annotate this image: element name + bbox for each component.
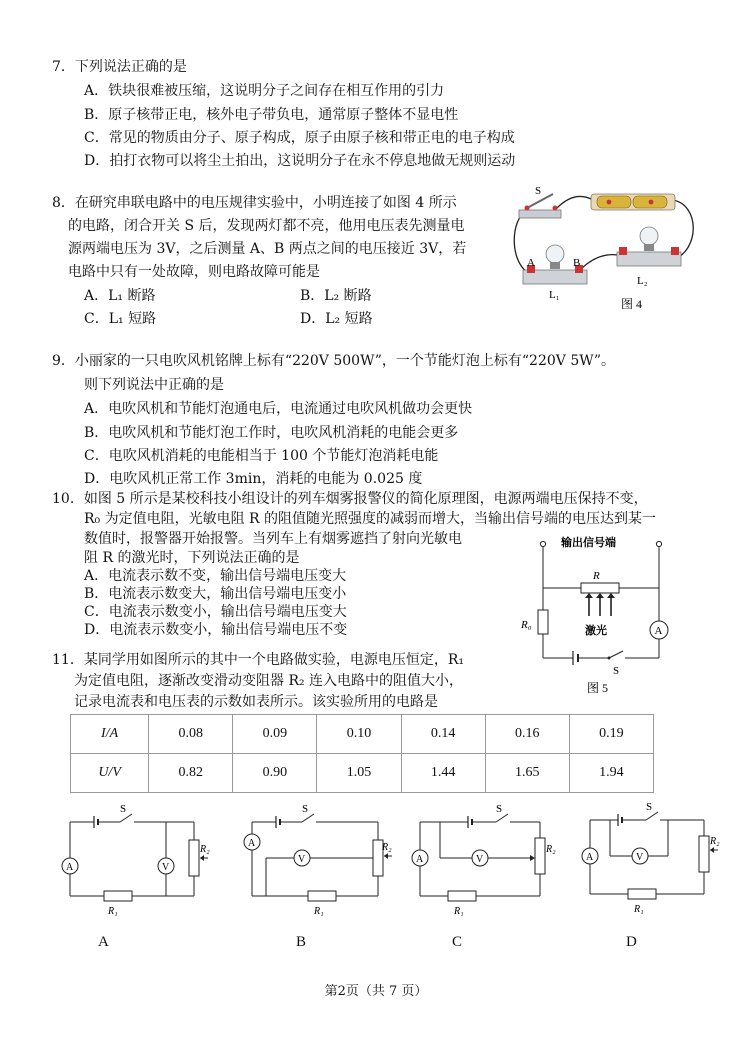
circuit-d-switch-label: S: [646, 801, 653, 813]
circuit-c-ammeter: A: [416, 854, 424, 865]
table-cell: 0.08: [149, 715, 233, 754]
table-cell: I/A: [71, 715, 149, 754]
measurement-table: [70, 714, 654, 793]
page-footer: 第2页（共 7 页）: [324, 984, 428, 999]
q10-line-4: 阻 R 的激光时，下列说法正确的是: [84, 550, 300, 566]
circuit-c-voltmeter: V: [476, 854, 484, 865]
table-cell: 0.14: [401, 715, 485, 754]
q11-line-1: 11．某同学用如图所示的其中一个电路做实验，电源电压恒定，R₁: [52, 652, 464, 668]
table-cell: 1.05: [317, 754, 401, 793]
figure-4-switch-label: S: [535, 185, 542, 197]
q8-option-c: C．L₁ 短路: [84, 311, 157, 327]
q10-option-a: A．电流表示数不变，输出信号端电压变大: [84, 568, 347, 584]
circuit-b-r2-label: R₂: [382, 842, 392, 853]
table-cell: 0.09: [233, 715, 317, 754]
table-row: [71, 715, 654, 754]
table-cell: 0.16: [485, 715, 569, 754]
circuit-a-ammeter: A: [66, 862, 74, 873]
circuit-c: [408, 800, 568, 920]
circuit-b-label: B: [296, 934, 307, 950]
table-cell: 0.82: [149, 754, 233, 793]
q8-line-3: 源两端电压为 3V，之后测量 A、B 两点之间的电压接近 3V，若: [68, 241, 467, 257]
q9-line-2: 则下列说法中正确的是: [84, 377, 224, 393]
table-cell: 0.19: [569, 715, 653, 754]
table-cell: 0.10: [317, 715, 401, 754]
q7-option-d: D．拍打衣物可以将尘土拍出，这说明分子在永不停息地做无规则运动: [84, 153, 516, 169]
circuit-d-voltmeter: V: [636, 852, 644, 863]
table-cell: 1.94: [569, 754, 653, 793]
q11-line-3: 记录电流表和电压表的示数如表所示。该实验所用的电路是: [74, 694, 438, 710]
q7-option-a: A．铁块很难被压缩，这说明分子之间存在相互作用的引力: [84, 83, 445, 99]
circuit-d: [576, 800, 736, 920]
figure-5-r-label: R: [593, 570, 600, 582]
q8-option-d: D．L₂ 短路: [300, 311, 373, 327]
figure-4-lamp-2-label: L₂: [637, 275, 648, 287]
q10-option-d: D．电流表示数变小，输出信号端电压不变: [84, 622, 348, 638]
circuit-a-label: A: [98, 934, 109, 950]
figure-5-r0-label: R₀: [521, 619, 532, 631]
circuit-a-switch-label: S: [120, 803, 127, 815]
q9-option-a: A．电吹风机和节能灯泡通电后，电流通过电吹风机做功会更快: [84, 401, 473, 417]
circuit-c-r1-label: R₁: [454, 906, 464, 917]
circuit-a: [58, 800, 218, 920]
table-row: [71, 754, 654, 793]
circuit-b-ammeter: A: [248, 838, 256, 849]
q7-option-b: B．原子核带正电，核外电子带负电，通常原子整体不显电性: [84, 107, 459, 123]
circuit-b-switch-label: S: [302, 803, 309, 815]
q9-line-1: 9．小丽家的一只电吹风机铭牌上标有“220V 500W”，一个节能灯泡上标有“220V 5W”。: [52, 353, 616, 369]
q10-line-3: 数值时，报警器开始报警。当列车上有烟雾遮挡了射向光敏电: [84, 531, 462, 547]
table-cell: 1.44: [401, 754, 485, 793]
q11-line-2: 为定值电阻，逐渐改变滑动变阻器 R₂ 连入电路中的阻值大小，: [74, 673, 464, 689]
circuit-b-r1-label: R₁: [314, 906, 324, 917]
q8-line-2: 的电路，闭合开关 S 后，发现两灯都不亮，他用电压表先测量电: [68, 218, 465, 234]
circuit-a-r2-label: R₂: [200, 844, 210, 855]
circuit-d-label: D: [626, 934, 637, 950]
q8-line-1: 8．在研究串联电路中的电压规律实验中，小明连接了如图 4 所示: [52, 195, 457, 211]
q8-option-a: A．L₁ 断路: [84, 288, 156, 304]
figure-4-circuit-photo: [505, 180, 705, 320]
table-cell: U/V: [71, 754, 149, 793]
q9-option-b: B．电吹风机和节能灯泡工作时，电吹风机消耗的电能会更多: [84, 425, 459, 441]
circuit-c-r2-label: R₂: [546, 844, 556, 855]
circuit-b: [238, 800, 398, 920]
q9-option-d: D．电吹风机正常工作 3min，消耗的电能为 0.025 度: [84, 471, 423, 487]
circuit-a-r1-label: R₁: [108, 906, 118, 917]
circuit-d-r2-label: R₂: [710, 836, 720, 847]
q10-option-c: C．电流表示数变小，输出信号端电压变大: [84, 604, 347, 620]
circuit-d-ammeter: A: [586, 852, 594, 863]
figure-4-point-b: B: [573, 257, 581, 269]
circuit-c-switch-label: S: [496, 803, 503, 815]
figure-5-output-label: 输出信号端: [561, 537, 616, 549]
q7-option-c: C．常见的物质由分子、原子构成，原子由原子核和带正电的电子构成: [84, 130, 515, 146]
circuit-a-voltmeter: V: [162, 862, 170, 873]
q10-line-1: 10．如图 5 所示是某校科技小组设计的列车烟雾报警仪的简化原理图，电源两端电压保持不变，: [52, 491, 648, 507]
figure-5-switch-label: S: [613, 665, 620, 677]
figure-5-ammeter: A: [654, 625, 663, 637]
figure-4-lamp-1-label: L₁: [549, 289, 560, 301]
circuit-c-label: C: [452, 934, 463, 950]
q10-line-2: R₀ 为定值电阻，光敏电阻 R 的阻值随光照强度的减弱而增大，当输出信号端的电压达到某一: [84, 511, 657, 527]
q10-option-b: B．电流表示数变大，输出信号端电压变小: [84, 586, 347, 602]
figure-5-laser-label: 激光: [585, 625, 607, 637]
q9-option-c: C．电吹风机消耗的电能相当于 100 个节能灯泡消耗电能: [84, 448, 439, 464]
figure-5-circuit: [515, 532, 695, 700]
q8-line-4: 电路中只有一处故障，则电路故障可能是: [68, 264, 320, 280]
q7-stem: 7．下列说法正确的是: [52, 59, 187, 75]
figure-4-caption: 图 4: [621, 297, 643, 311]
figure-5-caption: 图 5: [587, 681, 609, 695]
circuit-b-voltmeter: V: [298, 854, 306, 865]
q8-option-b: B．L₂ 断路: [300, 288, 372, 304]
circuit-d-r1-label: R₁: [634, 904, 644, 915]
table-cell: 1.65: [485, 754, 569, 793]
table-cell: 0.90: [233, 754, 317, 793]
figure-4-point-a: A: [527, 257, 535, 269]
